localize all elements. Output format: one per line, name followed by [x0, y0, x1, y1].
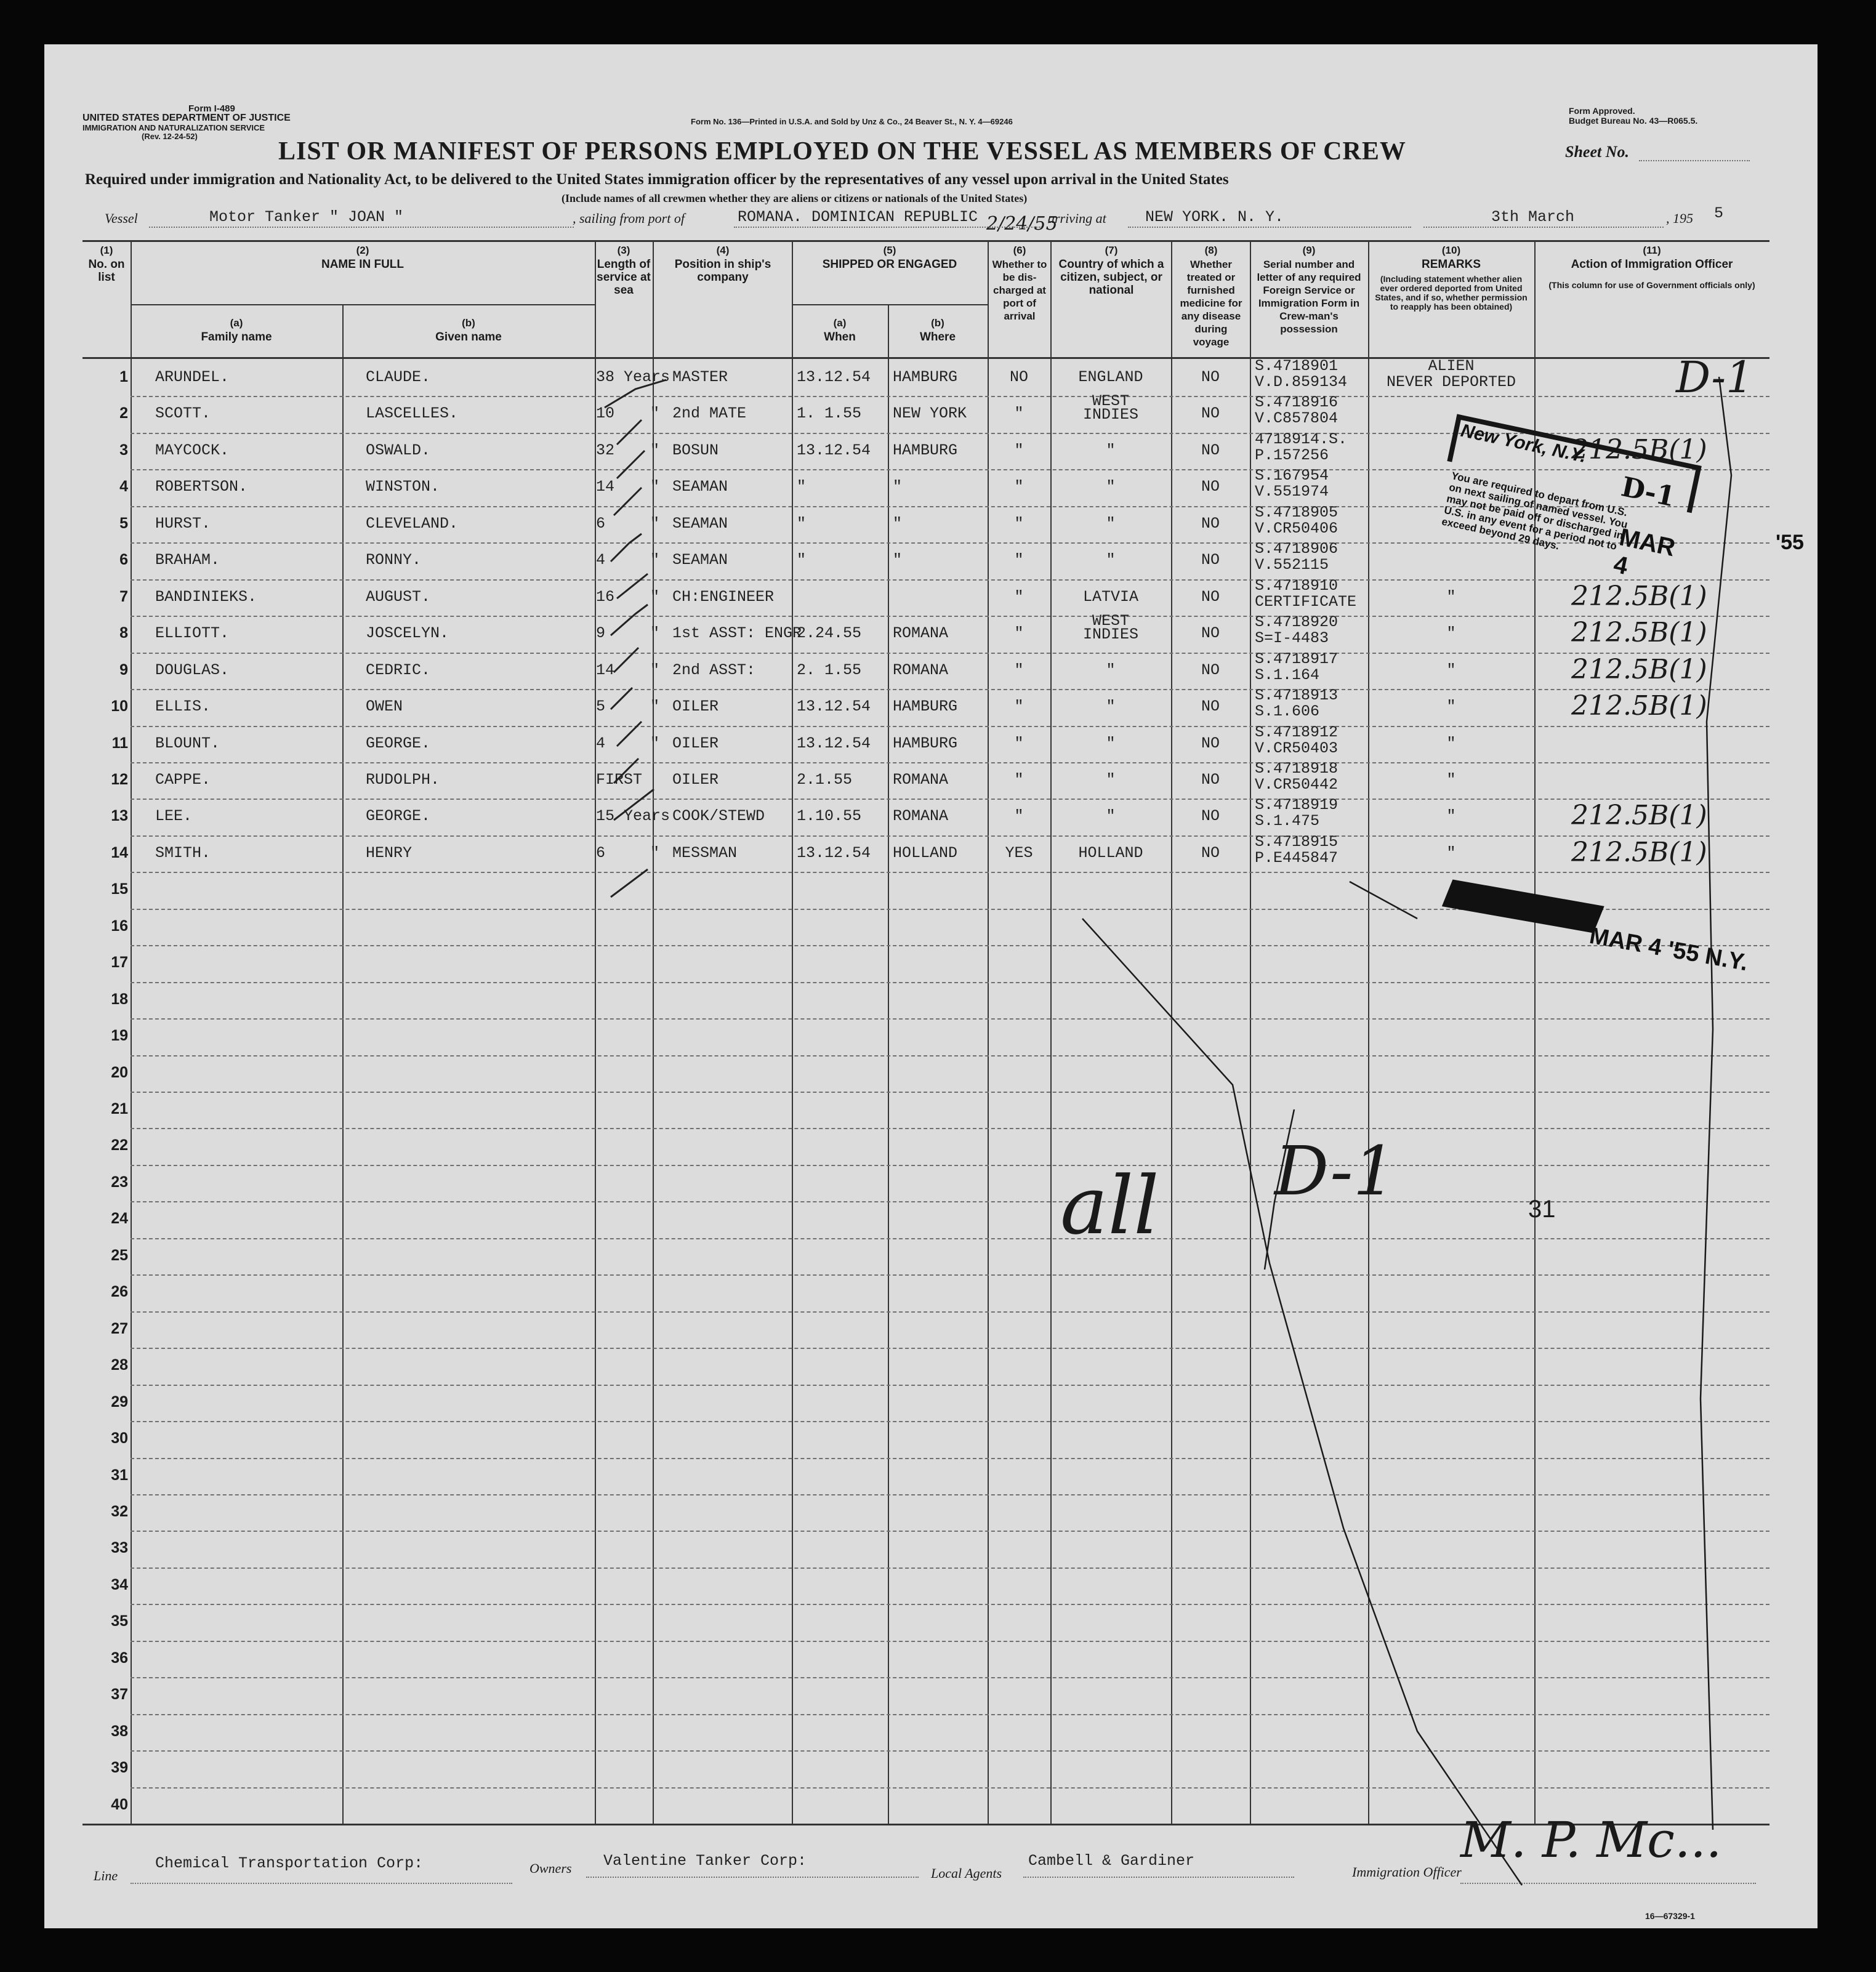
length-of-service: 4: [596, 734, 606, 752]
action-handwritten: 212.5B(1): [1571, 690, 1707, 722]
length-of-service: 10: [596, 404, 615, 423]
ship-position: MASTER: [672, 368, 728, 386]
row-number: 31: [111, 1466, 128, 1484]
length-of-service: FIRST: [596, 770, 643, 789]
agents-label: Local Agents: [931, 1865, 1002, 1881]
remarks: ": [1446, 807, 1456, 826]
remarks: ": [1446, 661, 1456, 679]
row-number: 25: [111, 1246, 128, 1264]
medicine-flag: NO: [1201, 698, 1220, 716]
serial-number-2: S.1.606: [1255, 702, 1320, 721]
country: ": [1106, 698, 1116, 716]
engaged-when: 1.10.55: [797, 807, 862, 826]
revision-line: (Rev. 12-24-52): [142, 132, 198, 141]
country: ": [1106, 661, 1116, 679]
ship-position: COOK/STEWD: [672, 807, 765, 826]
given-name: HENRY: [366, 843, 413, 862]
discharged-flag: ": [1014, 734, 1024, 752]
arrival-port: NEW YORK. N. Y.: [1145, 208, 1284, 226]
header-serial-number: (9) Serial number and letter of any required Foreign Service or Immigration Form in Crew-man's possession: [1257, 244, 1361, 335]
serial-number-2: V.551974: [1255, 483, 1329, 501]
discharged-flag: NO: [1009, 368, 1028, 386]
ship-position: OILER: [672, 734, 719, 752]
given-name: OSWALD.: [366, 441, 431, 459]
handwritten-departure-date: 2/24/55: [986, 213, 1058, 235]
departure-port: ROMANA. DOMINICAN REPUBLIC: [738, 208, 978, 226]
year-digit: 5: [1714, 204, 1724, 222]
header-discharged: (6) Whether to be dis-charged at port of arrival: [992, 244, 1047, 322]
engaged-where: HAMBURG: [893, 734, 958, 752]
action-handwritten: 212.5B(1): [1571, 617, 1707, 649]
remarks: ": [1446, 624, 1456, 643]
length-of-service-ditto: ": [650, 441, 660, 459]
length-of-service: 15 Years: [596, 807, 670, 826]
line-company: Chemical Transportation Corp:: [155, 1854, 424, 1872]
header-family-name: (a) Family name: [201, 317, 272, 344]
family-name: BANDINIEKS.: [155, 587, 257, 606]
row-number: 22: [111, 1137, 128, 1154]
discharged-flag: ": [1014, 624, 1024, 643]
header-action: (11) Action of Immigration Officer (This column for use of Government officials only): [1548, 244, 1755, 290]
engaged-where: ": [893, 551, 903, 569]
manifest-sheet: [44, 44, 1818, 1928]
discharged-flag: ": [1014, 770, 1024, 789]
ship-position: SEAMAN: [672, 514, 728, 533]
country: ": [1106, 734, 1116, 752]
ship-position: OILER: [672, 698, 719, 716]
ship-position: BOSUN: [672, 441, 719, 459]
serial-number: S.4718901: [1255, 357, 1339, 375]
length-of-service: 32: [596, 441, 615, 459]
engaged-when: 13.12.54: [797, 734, 871, 752]
owners-field: [586, 1877, 919, 1878]
length-of-service: 38 Years: [596, 368, 670, 386]
header-medicine: (8) Whether treated or furnished medicine for any disease during voyage: [1180, 244, 1242, 348]
medicine-flag: NO: [1201, 624, 1220, 643]
discharged-flag: ": [1014, 478, 1024, 496]
family-name: ELLIOTT.: [155, 624, 230, 643]
country: ": [1106, 441, 1116, 459]
length-of-service-ditto: ": [650, 514, 660, 533]
country-line-1: WEST: [1092, 612, 1129, 630]
line-field: [131, 1883, 512, 1884]
ship-position: MESSMAN: [672, 843, 738, 862]
serial-number-2: P.E445847: [1255, 848, 1339, 867]
medicine-flag: NO: [1201, 807, 1220, 826]
header-when: (a) When: [824, 317, 856, 344]
engaged-where: HAMBURG: [893, 441, 958, 459]
given-name: GEORGE.: [366, 807, 431, 826]
action-handwritten: 212.5B(1): [1571, 653, 1707, 685]
officer-signature: M. P. Mc...: [1460, 1811, 1722, 1869]
immigration-stamp-box: New York, N.Y. D-1 You are required to depart from U.S. on next sailing of named vessel. You may not be paid off or discharged in U.S. in any event for a period not to exceed beyond 29 days. MAR 4: [1420, 414, 1704, 642]
length-of-service: 6: [596, 514, 606, 533]
department-line: UNITED STATES DEPARTMENT OF JUSTICE: [83, 113, 291, 123]
row-number: 8: [119, 624, 128, 642]
length-of-service-ditto: ": [650, 587, 660, 606]
printer-line: Form No. 136—Printed in U.S.A. and Sold by Unz & Co., 24 Beaver St., N. Y. 4—69246: [691, 117, 1013, 126]
engaged-when: ": [797, 514, 807, 533]
row-number: 2: [119, 404, 128, 422]
length-of-service-ditto: ": [650, 843, 660, 862]
serial-number: S.167954: [1255, 467, 1329, 485]
length-of-service-ditto: ": [650, 734, 660, 752]
country: ENGLAND: [1078, 368, 1143, 386]
given-name: AUGUST.: [366, 587, 431, 606]
engaged-when: ": [797, 478, 807, 496]
crew-note: (Include names of all crewmen whether they are aliens or citizens or nationals of the United States): [562, 192, 1028, 204]
discharged-flag: ": [1014, 404, 1024, 423]
row-number: 6: [119, 551, 128, 569]
country: HOLLAND: [1078, 843, 1143, 862]
given-name: CEDRIC.: [366, 661, 431, 679]
engaged-where: ": [893, 478, 903, 496]
engaged-when: 2.24.55: [797, 624, 862, 643]
country: ": [1106, 551, 1116, 569]
engaged-when: ": [797, 551, 807, 569]
officer-field: [1460, 1883, 1756, 1884]
length-of-service-ditto: ": [650, 404, 660, 423]
family-name: BLOUNT.: [155, 734, 220, 752]
medicine-flag: NO: [1201, 843, 1220, 862]
serial-number-2: V.552115: [1255, 556, 1329, 574]
engaged-where: HOLLAND: [893, 843, 958, 862]
row-number: 26: [111, 1283, 128, 1301]
serial-number: S.4718906: [1255, 540, 1339, 558]
remarks: ": [1446, 698, 1456, 716]
document-subtitle: Required under immigration and Nationality Act, to be delivered to the United States immigration officer by the representatives of any vessel upon arrival in the United States: [85, 171, 1229, 188]
document-title: LIST OR MANIFEST OF PERSONS EMPLOYED ON THE VESSEL AS MEMBERS OF CREW: [278, 137, 1406, 166]
length-of-service: 4: [596, 551, 606, 569]
engaged-when: 1. 1.55: [797, 404, 862, 423]
serial-number: S.4718915: [1255, 832, 1339, 851]
header-where: (b) Where: [919, 317, 956, 344]
serial-number-2: S.1.164: [1255, 666, 1320, 684]
local-agents: Cambell & Gardiner: [1028, 1852, 1195, 1870]
form-number: Form I-489: [188, 103, 235, 114]
family-name: ELLIS.: [155, 698, 211, 716]
discharged-flag: ": [1014, 661, 1024, 679]
engaged-where: HAMBURG: [893, 368, 958, 386]
action-handwritten: 212.5B(1): [1571, 836, 1707, 868]
medicine-flag: NO: [1201, 441, 1220, 459]
medicine-flag: NO: [1201, 368, 1220, 386]
row-number: 40: [111, 1795, 128, 1813]
family-name: SMITH.: [155, 843, 211, 862]
ship-position: CH:ENGINEER: [672, 587, 775, 606]
approval-line: Form Approved.: [1569, 106, 1635, 116]
serial-number: S.4718918: [1255, 759, 1339, 778]
row-number: 34: [111, 1576, 128, 1593]
engaged-when: 13.12.54: [797, 843, 871, 862]
row-number: 23: [111, 1173, 128, 1191]
family-name: DOUGLAS.: [155, 661, 230, 679]
length-of-service: 9: [596, 624, 606, 643]
discharged-flag: YES: [1005, 843, 1033, 862]
country: INDIES: [1082, 406, 1138, 424]
medicine-flag: NO: [1201, 404, 1220, 423]
serial-number: S.4718919: [1255, 796, 1339, 815]
vessel-label: Vessel: [105, 211, 138, 226]
row-number: 19: [111, 1027, 128, 1045]
family-name: BRAHAM.: [155, 551, 220, 569]
handwritten-d1: D-1: [1274, 1132, 1396, 1210]
medicine-flag: NO: [1201, 551, 1220, 569]
row-number: 32: [111, 1502, 128, 1520]
row-number: 11: [111, 734, 128, 752]
serial-number-2: V.CR50403: [1255, 739, 1339, 757]
row-number: 24: [111, 1210, 128, 1228]
medicine-flag: NO: [1201, 770, 1220, 789]
header-given-name: (b) Given name: [435, 317, 502, 344]
row-number: 33: [111, 1539, 128, 1557]
engaged-where: ": [893, 514, 903, 533]
medicine-flag: NO: [1201, 734, 1220, 752]
engaged-when: 2. 1.55: [797, 661, 862, 679]
remarks-line-2: NEVER DEPORTED: [1386, 373, 1516, 391]
family-name: CAPPE.: [155, 770, 211, 789]
row-number: 3: [119, 441, 128, 459]
serial-number-2: S=I-4483: [1255, 629, 1329, 648]
country: ": [1106, 514, 1116, 533]
row-number: 12: [111, 770, 128, 788]
engaged-where: NEW YORK: [893, 404, 967, 423]
header-length-of-service: (3) Length of service at sea: [597, 244, 651, 297]
ship-position: SEAMAN: [672, 478, 728, 496]
country: LATVIA: [1082, 587, 1138, 606]
ship-position: SEAMAN: [672, 551, 728, 569]
row-number: 29: [111, 1393, 128, 1411]
length-of-service: 14: [596, 478, 615, 496]
serial-number-2: S.1.475: [1255, 812, 1320, 831]
row-number: 15: [111, 880, 128, 898]
row-number: 16: [111, 917, 128, 935]
given-name: WINSTON.: [366, 478, 440, 496]
arrival-date: 3th March: [1491, 208, 1575, 226]
serial-number: S.4718920: [1255, 613, 1339, 632]
owners-label: Owners: [529, 1861, 572, 1876]
row-number: 9: [119, 661, 128, 678]
discharged-flag: ": [1014, 587, 1024, 606]
diagonal-pen-strokes: [44, 44, 1818, 1928]
serial-number-2: V.C857804: [1255, 409, 1339, 428]
budget-line: Budget Bureau No. 43—R065.5.: [1569, 116, 1698, 126]
length-of-service: 6: [596, 843, 606, 862]
ship-position: 1st ASST: ENGR: [672, 624, 802, 643]
sailing-label: , sailing from port of: [573, 211, 685, 226]
length-of-service-ditto: ": [650, 551, 660, 569]
engaged-where: HAMBURG: [893, 698, 958, 716]
medicine-flag: NO: [1201, 478, 1220, 496]
engaged-when: 2.1.55: [797, 770, 853, 789]
row-number: 17: [111, 954, 128, 972]
header-shipped-or-engaged: (5) SHIPPED OR ENGAGED: [822, 244, 957, 271]
length-of-service-ditto: ": [650, 478, 660, 496]
country-line-1: WEST: [1092, 392, 1129, 411]
row-number: 13: [111, 807, 128, 825]
country: INDIES: [1082, 626, 1138, 644]
remarks: ALIEN: [1428, 357, 1475, 375]
remarks: ": [1446, 770, 1456, 789]
header-name-in-full: (2) NAME IN FULL: [321, 244, 405, 271]
length-of-service-ditto: ": [650, 624, 660, 643]
discharged-flag: ": [1014, 514, 1024, 533]
vessel-name: Motor Tanker " JOAN ": [209, 208, 404, 226]
given-name: JOSCELYN.: [366, 624, 449, 643]
row-number: 27: [111, 1319, 128, 1337]
remarks: ": [1446, 843, 1456, 862]
family-name: ROBERTSON.: [155, 478, 248, 496]
row-number: 7: [119, 587, 128, 605]
family-name: LEE.: [155, 807, 193, 826]
serial-number-2: V.CR50406: [1255, 519, 1339, 537]
discharged-flag: ": [1014, 441, 1024, 459]
length-of-service: 5: [596, 698, 606, 716]
service-line: IMMIGRATION AND NATURALIZATION SERVICE: [83, 123, 265, 132]
header-country: (7) Country of which a citizen, subject, or national: [1058, 244, 1164, 297]
given-name: OWEN: [366, 698, 403, 716]
given-name: LASCELLES.: [366, 404, 459, 423]
action-handwritten: 212.5B(1): [1571, 580, 1707, 612]
owners-company: Valentine Tanker Corp:: [603, 1852, 807, 1870]
action-handwritten: 212.5B(1): [1571, 433, 1707, 465]
officer-label: Immigration Officer: [1352, 1864, 1462, 1880]
row-number: 4: [119, 478, 128, 496]
row-number: 20: [111, 1063, 128, 1081]
row-number: 1: [119, 368, 128, 385]
remarks: ": [1446, 734, 1456, 752]
ship-position: 2nd ASST:: [672, 661, 756, 679]
given-name: CLEVELAND.: [366, 514, 459, 533]
serial-number-2: V.CR50442: [1255, 775, 1339, 794]
engaged-where: ROMANA: [893, 661, 949, 679]
length-of-service: 14: [596, 661, 615, 679]
length-of-service: 16: [596, 587, 615, 606]
row-number: 36: [111, 1649, 128, 1667]
discharged-flag: ": [1014, 807, 1024, 826]
arrival-date-stamp: MAR 4 '55 N.Y.: [1438, 873, 1766, 1001]
agents-field: [1023, 1877, 1294, 1878]
given-name: RUDOLPH.: [366, 770, 440, 789]
action-handwritten: 212.5B(1): [1571, 800, 1707, 832]
serial-number-2: CERTIFICATE: [1255, 592, 1357, 611]
length-of-service-ditto: ": [650, 698, 660, 716]
engaged-when: 13.12.54: [797, 441, 871, 459]
family-name: ARUNDEL.: [155, 368, 230, 386]
discharged-flag: ": [1014, 698, 1024, 716]
row-number: 14: [111, 843, 128, 861]
length-of-service-ditto: ": [650, 661, 660, 679]
serial-number: S.4718910: [1255, 576, 1339, 595]
given-name: GEORGE.: [366, 734, 431, 752]
country: ": [1106, 770, 1116, 789]
ship-position: 2nd MATE: [672, 404, 747, 423]
family-name: SCOTT.: [155, 404, 211, 423]
row-number: 28: [111, 1356, 128, 1374]
serial-number-2: P.157256: [1255, 446, 1329, 464]
row-number: 18: [111, 990, 128, 1008]
given-name: CLAUDE.: [366, 368, 431, 386]
family-name: MAYCOCK.: [155, 441, 230, 459]
medicine-flag: NO: [1201, 514, 1220, 533]
serial-number: S.4718917: [1255, 650, 1339, 668]
serial-number-2: V.D.859134: [1255, 373, 1348, 391]
row-number: 30: [111, 1430, 128, 1447]
serial-number: S.4718916: [1255, 393, 1339, 412]
handwritten-count: 31: [1528, 1196, 1556, 1223]
row-number: 39: [111, 1759, 128, 1777]
sheet-number-label: Sheet No.: [1565, 143, 1629, 161]
year-label: , 195: [1666, 211, 1693, 226]
serial-number: S.4718913: [1255, 686, 1339, 705]
handwritten-all: all: [1060, 1159, 1159, 1252]
header-position: (4) Position in ship's company: [674, 244, 771, 284]
remarks: ": [1446, 587, 1456, 606]
footer-form-code: 16—67329-1: [1645, 1911, 1695, 1921]
medicine-flag: NO: [1201, 587, 1220, 606]
arriving-label: arriving at: [1048, 211, 1106, 226]
engaged-where: ROMANA: [893, 624, 949, 643]
row-number: 38: [111, 1722, 128, 1740]
serial-number: S.4718905: [1255, 503, 1339, 521]
row-number: 37: [111, 1686, 128, 1704]
serial-number: S.4718912: [1255, 723, 1339, 741]
stamp-year-mark: '55: [1776, 531, 1804, 554]
handwritten-action-d1: D-1: [1676, 352, 1753, 403]
discharged-flag: ": [1014, 551, 1024, 569]
row-number: 21: [111, 1100, 128, 1117]
medicine-flag: NO: [1201, 661, 1220, 679]
serial-number: 4718914.S.: [1255, 430, 1348, 448]
ship-position: OILER: [672, 770, 719, 789]
engaged-when: 13.12.54: [797, 368, 871, 386]
header-list-number: (1) No. on list: [88, 244, 125, 284]
engaged-where: ROMANA: [893, 770, 949, 789]
engaged-where: ROMANA: [893, 807, 949, 826]
given-name: RONNY.: [366, 551, 422, 569]
line-label: Line: [94, 1868, 118, 1883]
row-number: 35: [111, 1612, 128, 1630]
header-remarks: (10) REMARKS (Including statement whether alien ever ordered deported from United States, and if so, whether permission to reapply has been obtained): [1375, 244, 1528, 312]
row-number: 5: [119, 514, 128, 532]
family-name: HURST.: [155, 514, 211, 533]
country: ": [1106, 478, 1116, 496]
row-number: 10: [111, 698, 128, 715]
country: ": [1106, 807, 1116, 826]
engaged-when: 13.12.54: [797, 698, 871, 716]
